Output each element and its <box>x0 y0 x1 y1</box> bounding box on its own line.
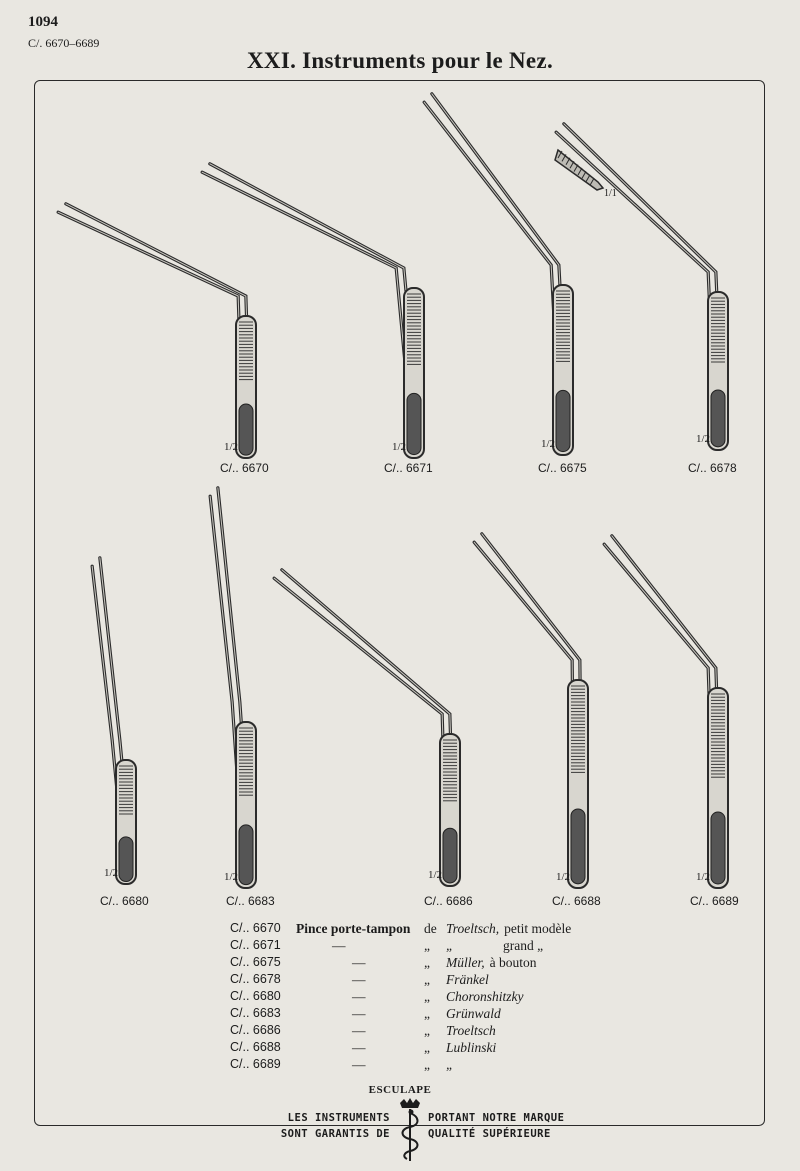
scale-label: 1/2 <box>696 433 711 445</box>
legend-prep: „ <box>424 1006 430 1021</box>
legend-code: C/.. 6689 <box>230 1057 281 1071</box>
legend-desc: — <box>332 938 346 953</box>
legend-prep: „ <box>424 1023 430 1038</box>
footer-guarantee-left: LES INSTRUMENTS <box>287 1112 390 1124</box>
legend-row <box>230 1056 571 1073</box>
footer-guarantee-left: SONT GARANTIS DE <box>280 1128 390 1140</box>
catalog-range: C/. 6670–6689 <box>28 36 100 50</box>
legend-name: Fränkel <box>446 972 489 987</box>
detail-scale-label: 1/1 <box>604 188 617 199</box>
scale-label: 1/2 <box>104 867 119 879</box>
scale-label: 1/2 <box>541 438 556 450</box>
legend-prep: „ <box>424 1040 430 1055</box>
bayonet-forceps-icon <box>210 488 256 888</box>
footer-brand: ESCULAPE <box>368 1084 432 1096</box>
scale-label: 1/2 <box>428 869 443 881</box>
legend-extra: grand „ <box>503 938 544 953</box>
legend-row <box>230 1039 571 1056</box>
legend-prep: „ <box>424 972 430 987</box>
legend-extra: petit modèle <box>504 921 572 936</box>
legend-name: Choronshitzky <box>446 989 524 1004</box>
instrument-label: C/.. 6683 <box>226 894 275 908</box>
legend-code: C/.. 6680 <box>230 989 281 1003</box>
scale-label: 1/2 <box>392 441 407 453</box>
bayonet-forceps-icon <box>424 94 573 455</box>
legend-desc: — <box>352 1040 366 1055</box>
legend-name: Lublinski <box>446 1040 497 1055</box>
legend-code: C/.. 6678 <box>230 972 281 986</box>
instrument-label: C/.. 6686 <box>424 894 473 908</box>
bayonet-forceps-icon <box>58 204 256 458</box>
legend-name: Troeltsch <box>446 1023 496 1038</box>
legend-row <box>230 954 571 971</box>
caduceus-emblem-icon <box>395 1097 425 1163</box>
legend-name: „ <box>446 938 454 953</box>
legend-row <box>230 971 571 988</box>
legend-row <box>230 937 571 954</box>
legend-prep: „ <box>424 955 430 970</box>
angled-forceps-icon <box>274 570 460 886</box>
legend-name: Troeltsch, <box>446 921 500 936</box>
legend-desc: — <box>352 1057 366 1072</box>
footer-guarantee-right: PORTANT NOTRE MARQUE <box>428 1112 565 1124</box>
legend-desc: — <box>352 955 366 970</box>
instrument-label: C/.. 6670 <box>220 461 269 475</box>
legend-row <box>230 988 571 1005</box>
legend-name: „ <box>446 1057 454 1072</box>
legend-prep: „ <box>424 938 430 953</box>
instrument-label: C/.. 6688 <box>552 894 601 908</box>
instrument-label: C/.. 6680 <box>100 894 149 908</box>
bayonet-forceps-icon <box>604 536 728 888</box>
instrument-label: C/.. 6689 <box>690 894 739 908</box>
legend-name: Grünwald <box>446 1006 501 1021</box>
scale-label: 1/2 <box>224 871 239 883</box>
legend-row <box>230 920 571 937</box>
bayonet-forceps-icon <box>92 558 136 884</box>
footer-guarantee-right: QUALITÉ SUPÉRIEURE <box>428 1128 551 1140</box>
legend-code: C/.. 6671 <box>230 938 281 952</box>
legend-desc: — <box>352 972 366 987</box>
legend-prep: „ <box>424 1057 430 1072</box>
instrument-label: C/.. 6671 <box>384 461 433 475</box>
legend-code: C/.. 6688 <box>230 1040 281 1054</box>
legend <box>230 920 571 1073</box>
legend-code: C/.. 6686 <box>230 1023 281 1037</box>
legend-code: C/.. 6683 <box>230 1006 281 1020</box>
instrument-label: C/.. 6675 <box>538 461 587 475</box>
legend-row <box>230 1005 571 1022</box>
legend-code: C/.. 6675 <box>230 955 281 969</box>
legend-code: C/.. 6670 <box>230 921 281 935</box>
legend-desc: — <box>352 1023 366 1038</box>
page-number: 1094 <box>28 14 58 30</box>
legend-desc: Pince porte-tampon <box>296 921 411 936</box>
legend-extra: à bouton <box>489 955 537 970</box>
scale-label: 1/2 <box>224 441 239 453</box>
page-title: XXI. Instruments pour le Nez. <box>247 48 553 73</box>
bayonet-forceps-icon <box>474 534 588 888</box>
scale-label: 1/2 <box>696 871 711 883</box>
jaw-detail-icon <box>555 150 617 199</box>
instrument-label: C/.. 6678 <box>688 461 737 475</box>
legend-desc: — <box>352 989 366 1004</box>
legend-row <box>230 1022 571 1039</box>
legend-prep: de <box>424 921 437 936</box>
scale-label: 1/2 <box>556 871 571 883</box>
legend-desc: — <box>352 1006 366 1021</box>
legend-name: Müller, <box>446 955 485 970</box>
legend-prep: „ <box>424 989 430 1004</box>
